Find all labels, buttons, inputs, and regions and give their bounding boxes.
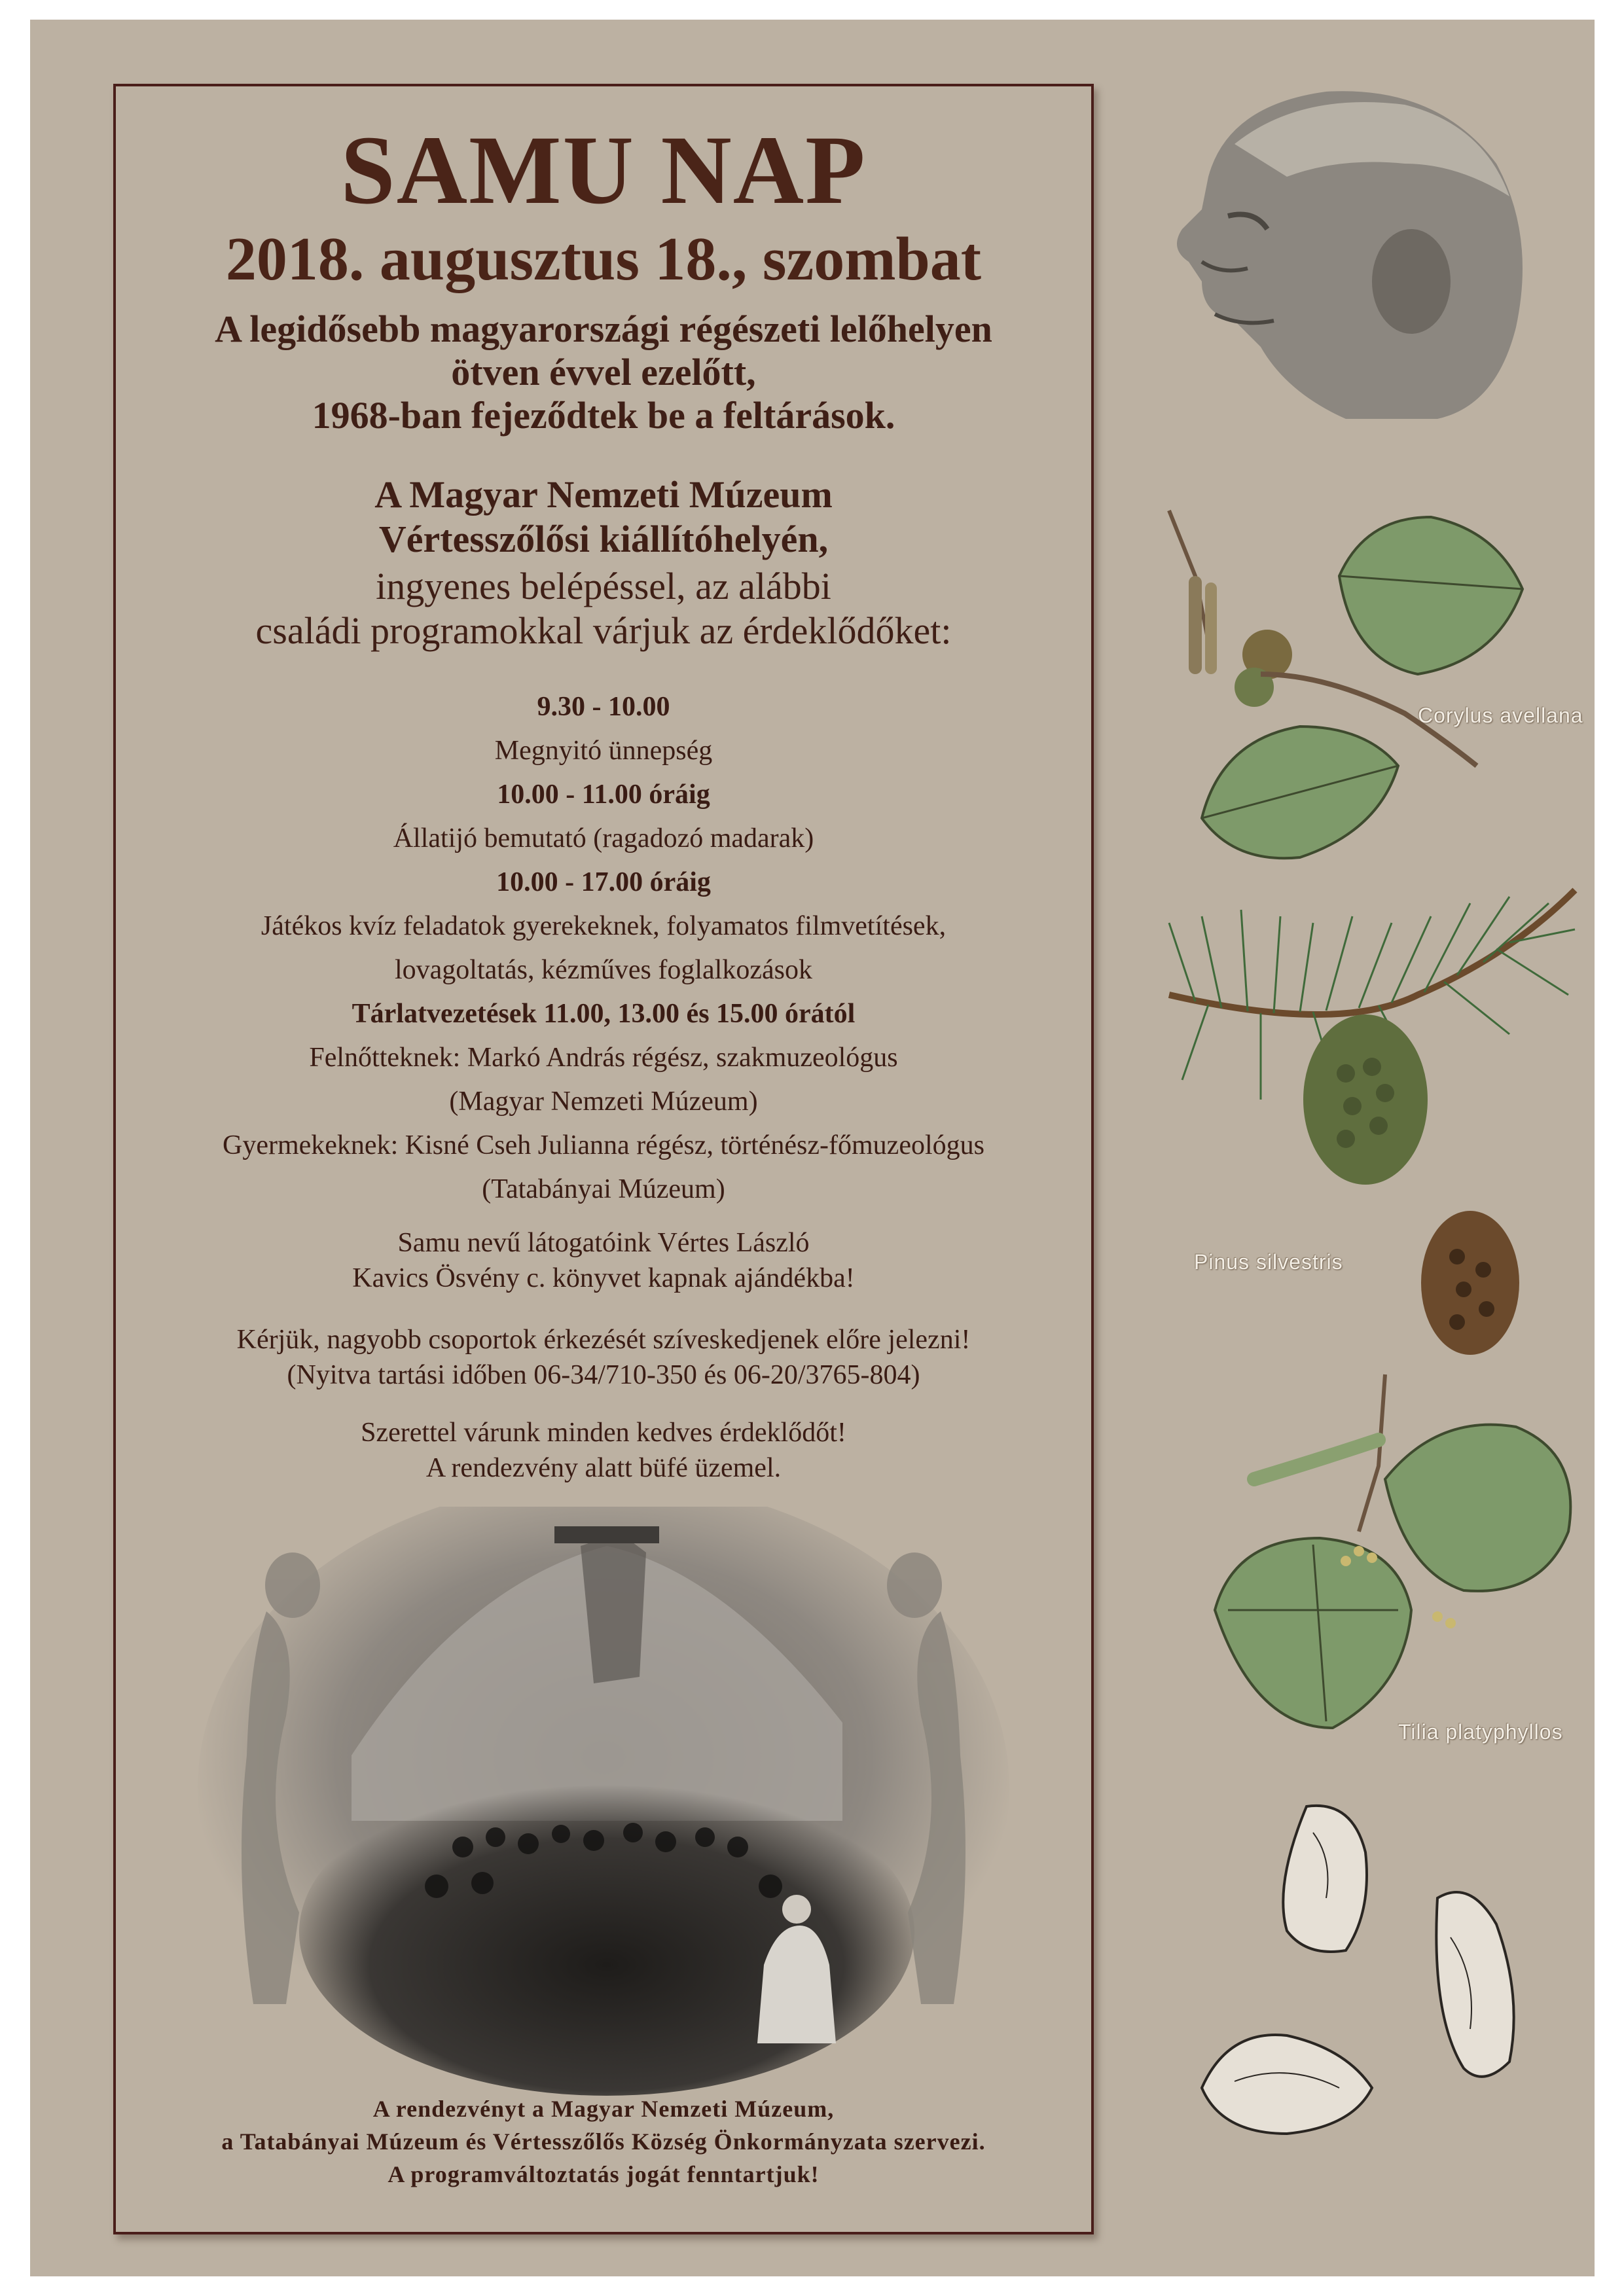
groups-note — [116, 1322, 1091, 1393]
schedule-time: 10.00 - 17.00 óráig — [496, 867, 711, 897]
schedule-item: lovagoltatás, kézműves foglalkozások — [395, 955, 812, 985]
stone-tools-illustration — [1156, 1780, 1601, 2173]
invite-line: ingyenes belépéssel, az alábbi — [376, 565, 831, 607]
footer-line: a Tatabányai Múzeum és Vértesszőlős Község Önkormányzata szervezi. — [221, 2128, 986, 2155]
schedule-item: Gyermekeknek: Kisné Cseh Julianna régész, történész-főmuzeológus — [223, 1130, 984, 1160]
schedule-item: Játékos kvíz feladatok gyerekeknek, folyamatos filmvetítések, — [261, 911, 947, 941]
schedule-time: Tárlatvezetések 11.00, 13.00 és 15.00 órától — [352, 999, 856, 1029]
event-date: 2018. augusztus 18., szombat — [225, 225, 982, 293]
museum-line: Vértesszőlősi kiállítóhelyén, — [378, 518, 829, 560]
program-schedule — [116, 685, 1091, 1211]
intro-line: 1968-ban fejeződtek be a feltárások. — [312, 394, 895, 437]
schedule-item: Felnőtteknek: Markó András régész, szakmuzeológus — [309, 1043, 898, 1073]
samu-head-relief — [1130, 65, 1549, 432]
samu-note-line: Samu nevű látogatóink Vértes László — [397, 1228, 810, 1258]
museum-line: A Magyar Nemzeti Múzeum — [374, 473, 833, 516]
main-panel — [113, 84, 1094, 2234]
footer-line: A programváltoztatás jogát fenntartjuk! — [388, 2161, 820, 2187]
corylus-illustration — [1130, 478, 1575, 884]
pinus-illustration — [1143, 864, 1614, 1361]
pinus-label: Pinus silvestris — [1194, 1250, 1343, 1274]
schedule-time: 10.00 - 11.00 óráig — [497, 780, 710, 810]
footer-line: A rendezvényt a Magyar Nemzeti Múzeum, — [372, 2096, 835, 2122]
intro-line: A legidősebb magyarországi régészeti lelőhelyen — [215, 308, 992, 350]
schedule-item: Állatijó bemutató (ragadozó madarak) — [393, 823, 814, 853]
page-title: SAMU NAP — [340, 116, 867, 224]
closing-note — [116, 1415, 1091, 1486]
schedule-time: 9.30 - 10.00 — [537, 692, 670, 722]
groups-note-line: (Nyitva tartási időben 06-34/710-350 és 06-20/3765-804) — [287, 1360, 920, 1390]
schedule-item: (Tatabányai Múzeum) — [482, 1174, 725, 1204]
samu-note-line: Kavics Ösvény c. könyvet kapnak ajándékba! — [352, 1263, 855, 1293]
groups-note-line: Kérjük, nagyobb csoportok érkezését szíveskedjenek előre jelezni! — [236, 1325, 971, 1355]
organizers-footer — [116, 2092, 1091, 2191]
intro-line: ötven évvel ezelőtt, — [451, 351, 756, 393]
schedule-item: Megnyitó ünnepség — [494, 736, 713, 766]
poster-background — [30, 20, 1595, 2276]
invite-line: családi programokkal várjuk az érdeklődőket: — [255, 609, 952, 652]
invite-text — [116, 564, 1091, 653]
excavation-photo — [188, 1507, 1019, 2096]
closing-line: Szerettel várunk minden kedves érdeklődőt! — [361, 1418, 846, 1448]
samu-note — [116, 1225, 1091, 1296]
tilia-label: Tilia platyphyllos — [1398, 1720, 1563, 1744]
museum-name — [116, 473, 1091, 562]
schedule-item: (Magyar Nemzeti Múzeum) — [449, 1086, 758, 1117]
tilia-illustration — [1189, 1361, 1595, 1767]
closing-line: A rendezvény alatt büfé üzemel. — [425, 1453, 782, 1483]
intro-text — [116, 308, 1091, 437]
corylus-label: Corylus avellana — [1418, 704, 1583, 727]
